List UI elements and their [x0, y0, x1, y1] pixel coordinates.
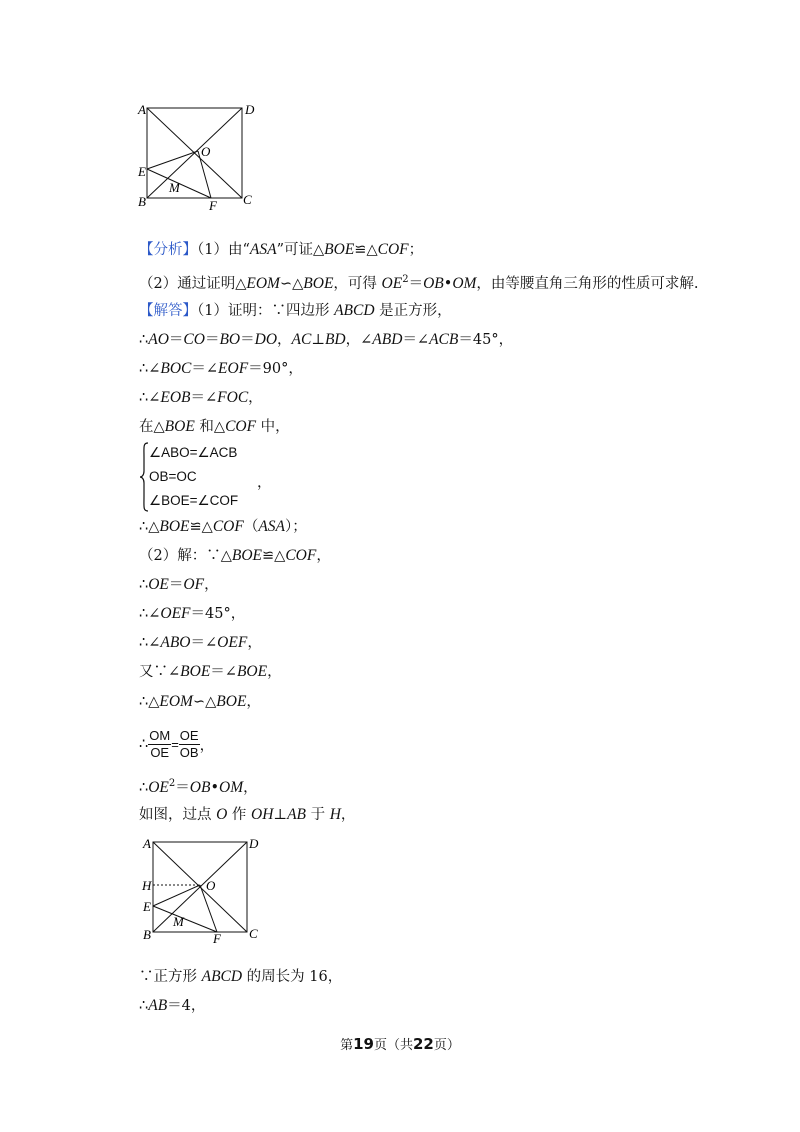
- label-a-2: A: [143, 836, 151, 851]
- square-figure-2: [135, 832, 265, 947]
- fraction-oe-ob: $\frac{OE}{OB}$: [179, 728, 199, 760]
- equation-2: OB=OC: [149, 469, 197, 484]
- fraction-line: ∴ $\frac{OM}{OE}$ = $\frac{OE}{OB}$ ，: [139, 728, 215, 760]
- brace-icon: [139, 441, 149, 513]
- label-d: D: [245, 102, 255, 117]
- equation-3: ∠BOE=∠COF: [149, 493, 239, 508]
- segment-ef-2: [153, 906, 217, 932]
- solution-line-1: 【解答】（1）证明：∵四边形 ABCD 是正方形，: [139, 302, 452, 319]
- solution-line-9: ∴∠OEF＝45°，: [139, 605, 246, 622]
- total-pages: 22: [413, 1035, 434, 1053]
- label-c: C: [243, 192, 252, 207]
- solution-line-15: ∵正方形 ABCD 的周长为 16，: [139, 968, 343, 985]
- page-footer: 第19页（共22页）: [340, 1035, 460, 1053]
- label-o: O: [201, 144, 211, 159]
- solution-line-3: ∴∠BOC＝∠EOF＝90°，: [139, 360, 303, 377]
- equation-system: [139, 441, 299, 513]
- label-b: B: [138, 194, 146, 209]
- label-m: M: [169, 180, 180, 195]
- system-comma: ，: [257, 475, 272, 491]
- equation-1: ∠ABO=∠ACB: [149, 445, 238, 460]
- label-h: H: [142, 878, 152, 893]
- solution-line-7: （2）解：∵△BOE≌△COF，: [139, 547, 331, 564]
- solution-line-10: ∴∠ABO＝∠OEF，: [139, 634, 262, 651]
- solution-line-14: 如图，过点 O 作 OH⊥AB 于 H，: [139, 806, 356, 823]
- segment-oe: [147, 151, 198, 169]
- label-b-2: B: [143, 927, 151, 942]
- label-e-2: E: [143, 899, 151, 914]
- analysis-tag: 【分析】: [139, 242, 197, 258]
- label-f-2: F: [213, 931, 221, 946]
- label-m-2: M: [173, 914, 184, 929]
- solution-line-6: ∴△BOE≌△COF（ASA）；: [139, 518, 307, 535]
- solution-line-4: ∴∠EOB＝∠FOC，: [139, 389, 263, 406]
- solution-line-12: ∴△EOM∽△BOE，: [139, 693, 261, 710]
- label-c-2: C: [249, 926, 258, 941]
- label-d-2: D: [249, 836, 259, 851]
- analysis-line-1: 【分析】（1）由“ASA”可证△BOE≌△COF；: [139, 241, 424, 258]
- solution-tag: 【解答】: [139, 303, 197, 319]
- solution-line-5: 在△BOE 和△COF 中，: [139, 418, 290, 435]
- label-a: A: [138, 102, 146, 117]
- solution-line-8: ∴OE＝OF，: [139, 576, 219, 593]
- solution-line-16: ∴AB＝4，: [139, 997, 206, 1014]
- label-f: F: [209, 198, 217, 213]
- fraction-om-oe: $\frac{OM}{OE}$: [149, 728, 171, 760]
- square-figure-1: [135, 100, 265, 215]
- label-e: E: [138, 164, 146, 179]
- solution-line-2: ∴AO＝CO＝BO＝DO，AC⊥BD，∠ABD＝∠ACB＝45°，: [139, 331, 514, 348]
- solution-line-11: 又∵∠BOE＝∠BOE，: [139, 663, 282, 680]
- analysis-line-2: （2）通过证明△EOM∽△BOE，可得 $OE^2=OB•OM$，由等腰直角三角形的性质可求解.: [139, 274, 699, 292]
- segment-oe-2: [153, 885, 200, 906]
- solution-line-13: $\therefore OE^2=OB•OM$，: [139, 778, 258, 796]
- label-o-2: O: [206, 878, 216, 893]
- page-number: 19: [353, 1035, 374, 1053]
